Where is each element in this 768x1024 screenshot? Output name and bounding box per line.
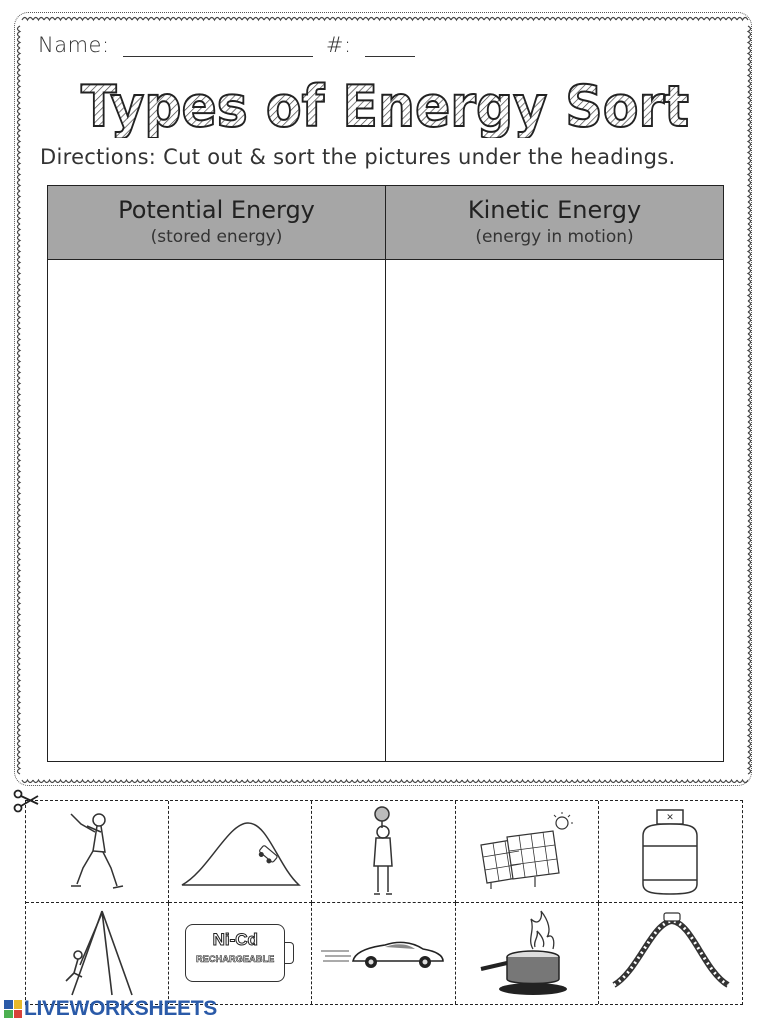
battery-label-bottom: RECHARGEABLE <box>196 954 275 965</box>
potential-energy-header <box>48 186 385 260</box>
card-child-on-swing[interactable] <box>26 903 169 1005</box>
directions-text: Directions: Cut out & sort the pictures under the headings. <box>40 145 676 169</box>
propane-tank-icon <box>635 806 705 896</box>
card-person-holding-ball[interactable] <box>312 801 455 903</box>
number-blank[interactable] <box>365 38 415 57</box>
liveworksheets-footer <box>4 998 217 1020</box>
car-on-hill-icon <box>178 811 303 891</box>
brand-text: LIVEWORKSHEETS <box>24 997 217 1020</box>
potential-energy-drop-zone[interactable] <box>48 260 385 761</box>
name-blank[interactable] <box>123 38 313 57</box>
cutout-cards <box>25 800 743 1005</box>
title-text: Types of Energy Sort <box>81 74 689 138</box>
card-solar-panels[interactable] <box>456 801 599 903</box>
card-propane-tank[interactable] <box>599 801 742 903</box>
roller-coaster-icon <box>608 911 733 995</box>
card-car-on-hill[interactable] <box>169 801 312 903</box>
column-title: Kinetic Energy <box>467 196 642 224</box>
kinetic-energy-column <box>385 186 723 761</box>
column-subtitle: (energy in motion) <box>475 227 634 247</box>
liveworksheets-logo-icon <box>4 1000 22 1018</box>
sort-table <box>47 185 724 762</box>
boiling-pot-icon <box>477 907 577 999</box>
child-on-swing-icon <box>52 907 142 999</box>
battery-label-top: Ni-Cd <box>212 930 258 950</box>
column-subtitle: (stored energy) <box>150 227 283 247</box>
svg-text:✕: ✕ <box>666 813 675 824</box>
speeding-car-icon <box>319 933 447 973</box>
potential-energy-column <box>48 186 385 761</box>
page-title <box>60 72 710 138</box>
card-speeding-car[interactable] <box>312 903 455 1005</box>
card-battery[interactable] <box>169 903 312 1005</box>
solar-panels-icon <box>477 811 577 891</box>
column-title: Potential Energy <box>118 196 315 224</box>
kinetic-energy-drop-zone[interactable] <box>386 260 723 761</box>
baseball-batter-icon <box>57 806 137 896</box>
kinetic-energy-header <box>386 186 723 260</box>
card-baseball-batter[interactable] <box>26 801 169 903</box>
person-holding-ball-icon <box>358 804 408 899</box>
name-line <box>38 33 415 57</box>
name-label: Name: <box>38 33 110 57</box>
card-boiling-pot[interactable] <box>456 903 599 1005</box>
battery-icon <box>185 924 295 982</box>
number-label: #: <box>325 33 352 57</box>
card-roller-coaster[interactable] <box>599 903 742 1005</box>
